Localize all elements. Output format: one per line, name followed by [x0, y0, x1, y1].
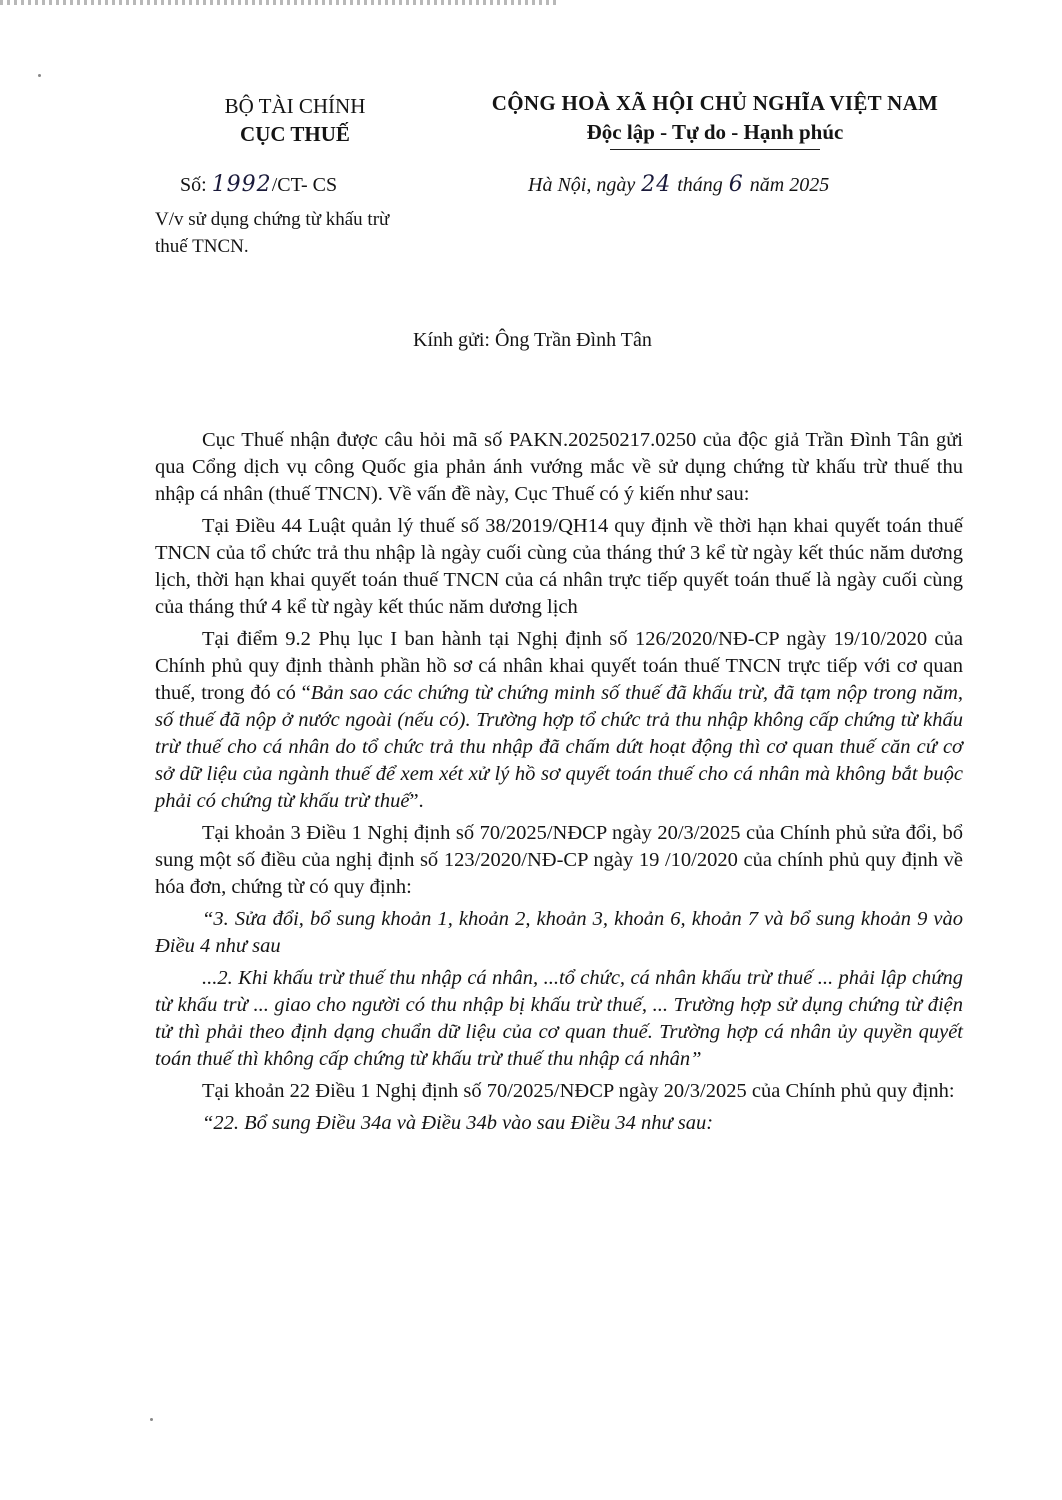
date-prefix: Hà Nội, ngày [528, 174, 636, 196]
paragraph-decree-126 [155, 626, 963, 815]
recipient-line: Kính gửi: Ông Trần Đình Tân [413, 329, 652, 351]
scan-speck [38, 74, 41, 77]
document-subject [155, 206, 455, 260]
national-header [470, 88, 960, 150]
paragraph-intro: Cục Thuế nhận được câu hỏi mã số PAKN.20250217.0250 của độc giả Trần Đình Tân gửi qua Cổng dịch vụ công Quốc gia phản ánh vướng mắc về sử dụng chứng từ khấu trừ thuế thu nhập cá nhân (thuế TNCN). Về vấn đề này, Cục Thuế có ý kiến như sau: [155, 429, 963, 505]
issuer-block [195, 92, 395, 148]
paragraph-decree-70-k3: Tại khoản 3 Điều 1 Nghị định số 70/2025/NĐCP ngày 20/3/2025 của Chính phủ sửa đổi, bổ sung một số điều của nghị định số 123/2020/NĐ-CP ngày 19 /10/2020 của chính phủ quy định về hóa đơn, chứng từ có quy định: [155, 822, 963, 898]
year-text: năm 2025 [749, 174, 830, 196]
quote-clause-22: “22. Bổ sung Điều 34a và Điều 34b vào sau Điều 34 như sau: [202, 1112, 714, 1134]
department-name: CỤC THUẾ [240, 122, 350, 146]
subject-line-2: thuế TNCN. [155, 236, 249, 257]
ministry-name: BỘ TÀI CHÍNH [224, 94, 366, 118]
month-label: tháng [677, 174, 723, 196]
document-date [528, 172, 829, 198]
handwritten-number: 1992 [211, 172, 272, 197]
document-number [180, 172, 337, 198]
number-suffix: /CT- CS [271, 174, 338, 196]
handwritten-day: 24 [641, 172, 672, 197]
motto-underline [610, 149, 820, 150]
handwritten-month: 6 [728, 172, 744, 197]
quote-clause-2: ...2. Khi khấu trừ thuế thu nhập cá nhân, ...tổ chức, cá nhân khấu trừ thuế ... phải lập chứng từ khấu trừ ... giao cho người có thu nhập bị khấu trừ thuế, ... Trường hợp sử dụng chứng từ điện tử thì phải theo định dạng chuẩn dữ liệu của cơ quan thuế. Trường hợp cá nhân ủy quyền quyết toán thuế thì không cấp chứng từ khấu trừ thuế thu nhập cá nhân” [155, 967, 963, 1070]
letter-body [155, 427, 963, 1142]
scan-speck [150, 1418, 153, 1421]
decree-126-quote: Bản sao các chứng từ chứng minh số thuế đã khấu trừ, đã tạm nộp trong năm, số thuế đã nộp ở nước ngoài (nếu có). Trường hợp tổ chức trả thu nhập không cấp chứng từ khấu trừ thuế cho cá nhân do tổ chức trả thu nhập đã chấm dứt hoạt động thì cơ quan thuế căn cứ cơ sở dữ liệu của ngành thuế để xem xét xử lý hồ sơ quyết toán thuế cho cá nhân mà không bắt buộc phải có chứng từ khấu trừ thuế [155, 682, 964, 812]
decree-126-text: Tại điểm 9.2 Phụ lục I ban hành tại Nghị định số 126/2020/NĐ-CP ngày 19/10/2020 của Chính phủ quy định thành phần hồ sơ cá nhân khai quyết toán thuế TNCN trực tiếp với cơ quan thuế, trong đó có “ [155, 628, 963, 704]
national-motto: Độc lập - Tự do - Hạnh phúc [586, 120, 844, 144]
quote-clause-3: “3. Sửa đổi, bổ sung khoản 1, khoản 2, khoản 3, khoản 6, khoản 7 và bổ sung khoản 9 vào Điều 4 như sau [155, 908, 963, 957]
paragraph-decree-70-k22: Tại khoản 22 Điều 1 Nghị định số 70/2025/NĐCP ngày 20/3/2025 của Chính phủ quy định: [202, 1080, 955, 1102]
number-prefix: Số: [180, 174, 207, 196]
decree-126-end: ”. [409, 790, 424, 812]
subject-line-1: V/v sử dụng chứng từ khấu trừ [155, 209, 390, 230]
country-name: CỘNG HOÀ XÃ HỘI CHỦ NGHĨA VIỆT NAM [491, 91, 939, 115]
paragraph-article-44: Tại Điều 44 Luật quản lý thuế số 38/2019/QH14 quy định về thời hạn khai quyết toán thuế TNCN của tổ chức trả thu nhập là ngày cuối cùng của tháng thứ 3 kể từ ngày kết thúc năm dương lịch, thời hạn khai quyết toán thuế TNCN của cá nhân trực tiếp quyết toán thuế là ngày cuối cùng của tháng thứ 4 kể từ ngày kết thúc năm dương lịch [155, 515, 963, 618]
scan-artifact [0, 0, 560, 5]
